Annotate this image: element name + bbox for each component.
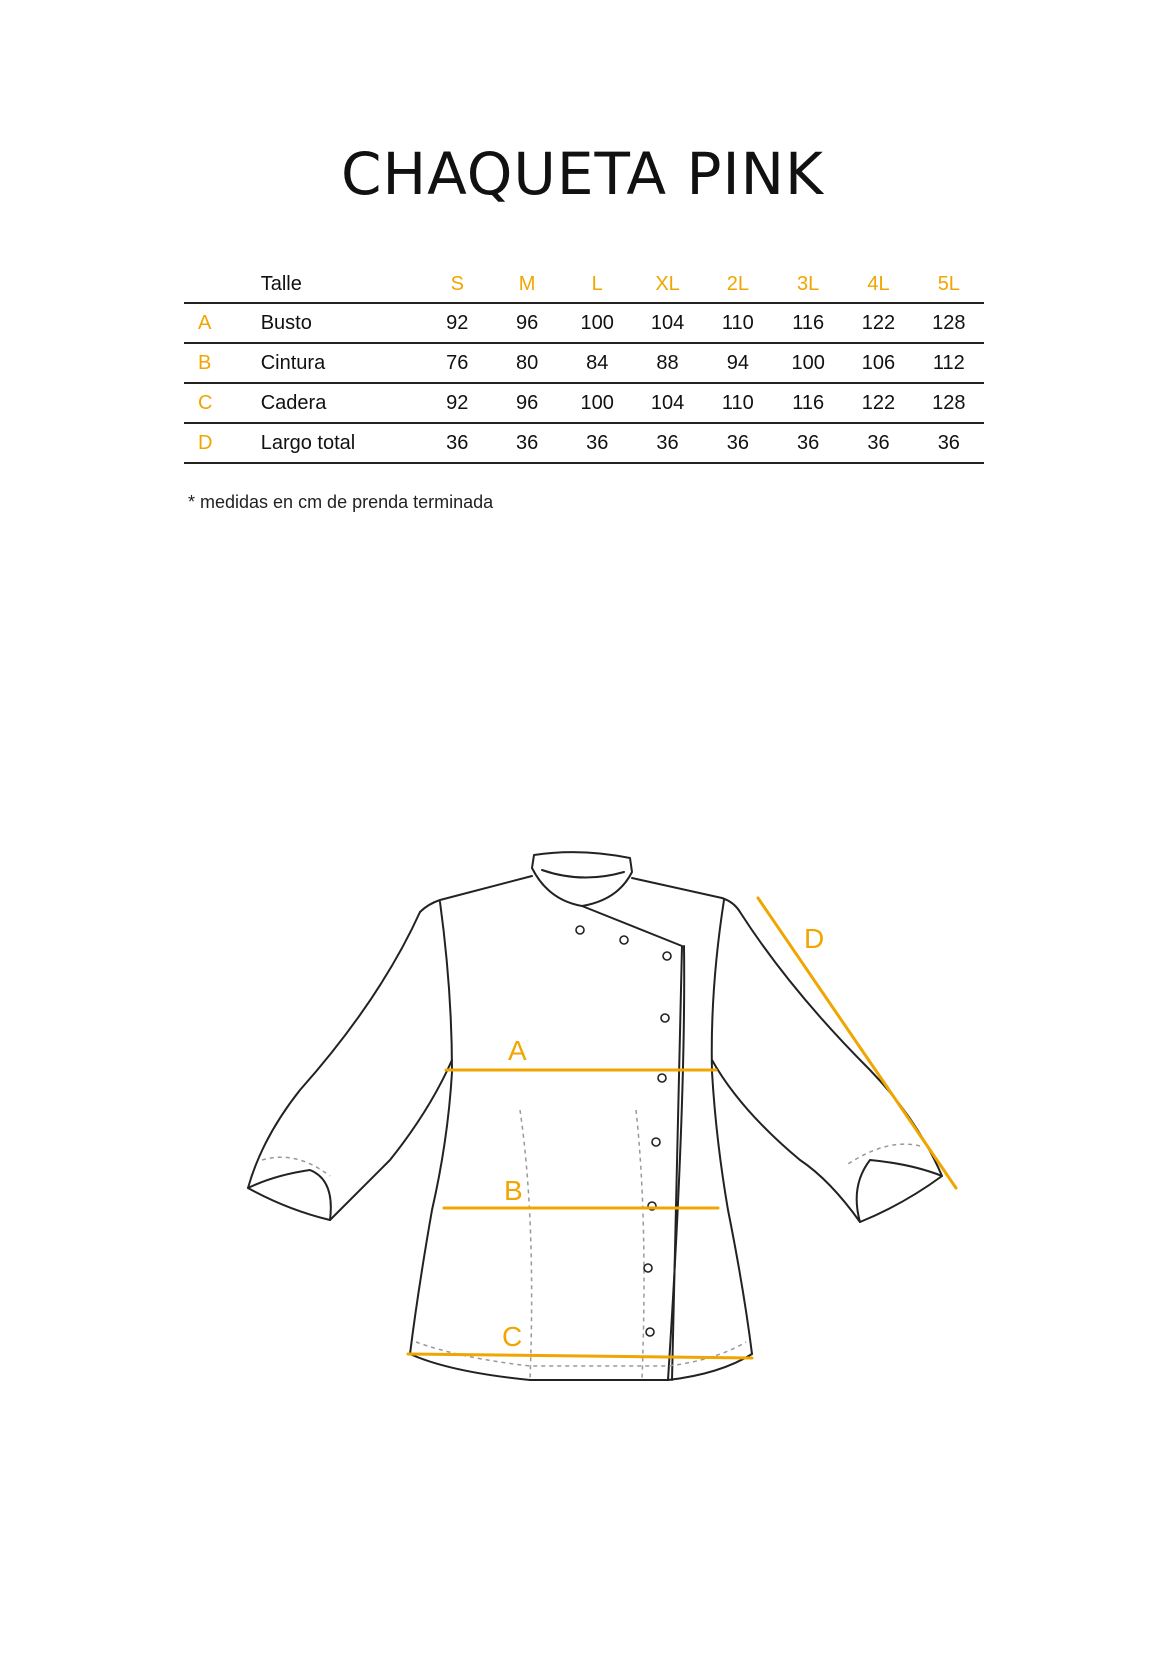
button-icon (652, 1138, 660, 1146)
talle-header: Talle (260, 272, 302, 295)
table-cell: 110 (721, 311, 754, 334)
size-table (184, 266, 984, 464)
size-header: L (591, 272, 603, 295)
button-icon (644, 1264, 652, 1272)
table-cell: 92 (446, 391, 469, 414)
table-cell: 36 (867, 431, 890, 454)
size-header: 2L (726, 272, 749, 295)
size-header-row (184, 266, 984, 303)
table-cell: 112 (932, 351, 965, 374)
measure-line-d (758, 898, 956, 1188)
size-header: M (518, 272, 536, 295)
table-cell: 106 (861, 351, 896, 374)
table-cell: 36 (656, 431, 679, 454)
row-code: B (198, 351, 212, 374)
collar-inner (542, 870, 624, 878)
table-cell: 100 (580, 391, 614, 414)
body-right-side (712, 900, 752, 1354)
button-icon (661, 1014, 669, 1022)
measure-label-a: A (508, 1035, 527, 1066)
table-cell: 80 (516, 351, 539, 374)
button-icon (663, 952, 671, 960)
table-cell: 84 (586, 351, 609, 374)
row-label: Cintura (260, 351, 326, 374)
table-cell: 76 (446, 351, 469, 374)
right-sleeve (712, 912, 942, 1222)
table-cell: 36 (797, 431, 820, 454)
body-left-side (410, 902, 452, 1354)
measurement-note: * medidas en cm de prenda terminada (188, 492, 494, 512)
button-icon (620, 936, 628, 944)
front-placket (582, 906, 682, 1380)
size-header: 3L (797, 272, 820, 295)
table-cell: 110 (721, 391, 754, 414)
measure-label-b: B (504, 1175, 523, 1206)
row-code: C (198, 391, 213, 414)
table-cell: 104 (650, 391, 685, 414)
table-cell: 36 (586, 431, 609, 454)
button-icon (658, 1074, 666, 1082)
size-header: 4L (867, 272, 890, 295)
table-cell: 36 (516, 431, 539, 454)
row-label: Largo total (260, 431, 356, 454)
code-header (184, 266, 241, 303)
table-cell: 128 (932, 311, 966, 334)
table-cell: 116 (792, 391, 825, 414)
table-cell: 36 (446, 431, 469, 454)
table-cell: 128 (932, 391, 966, 414)
table-cell: 94 (726, 351, 749, 374)
table-cell: 100 (580, 311, 614, 334)
measure-label-d: D (804, 923, 825, 954)
table-row (184, 343, 984, 383)
size-header: S (450, 272, 464, 295)
size-header: 5L (937, 272, 960, 295)
table-cell: 36 (937, 431, 960, 454)
button-icon (576, 926, 584, 934)
table-cell: 100 (791, 351, 825, 374)
table-cell: 104 (650, 311, 685, 334)
measure-line-c (408, 1354, 752, 1358)
table-cell: 96 (516, 311, 539, 334)
table-cell: 116 (792, 311, 825, 334)
row-label: Busto (260, 311, 312, 334)
table-row (184, 383, 984, 423)
table-row (184, 303, 984, 343)
collar-outline (532, 852, 632, 906)
table-row (184, 423, 984, 463)
table-cell: 92 (446, 311, 469, 334)
measure-label-c: C (502, 1321, 523, 1352)
page-title: CHAQUETA PINK (340, 140, 825, 208)
left-sleeve (248, 912, 452, 1220)
button-icon (646, 1328, 654, 1336)
table-cell: 122 (861, 391, 896, 414)
table-cell: 122 (861, 311, 896, 334)
table-cell: 96 (516, 391, 539, 414)
jacket-diagram (200, 830, 960, 1390)
right-cuff (857, 1160, 942, 1222)
right-dart (636, 1110, 644, 1380)
row-code: D (198, 431, 213, 454)
size-header: XL (655, 272, 680, 295)
table-cell: 36 (726, 431, 749, 454)
row-code: A (198, 311, 212, 334)
left-shoulder (420, 876, 532, 912)
table-cell: 88 (656, 351, 679, 374)
row-label: Cadera (260, 391, 327, 414)
